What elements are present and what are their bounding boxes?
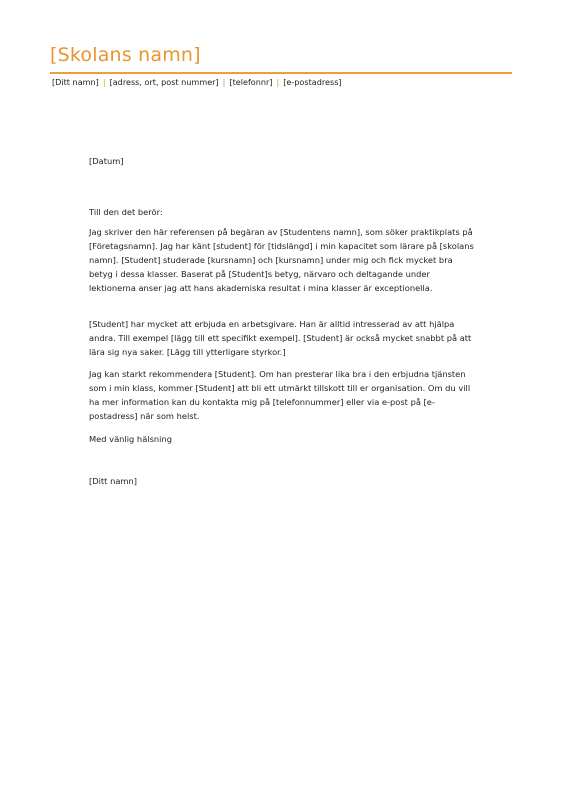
letter-closing: Med vänlig hälsning [89, 434, 172, 444]
contact-name: [Ditt namn] [52, 77, 99, 87]
contact-email: [e-postadress] [283, 77, 342, 87]
paragraph-text: Jag skriver den här referensen på begäran av [Studentens namn], som söker praktikplats på [Företagsnamn]. Jag har känt [student] för [tidslängd] i min kapacitet som lärare på [skolans namn]. [Student] studerade [kursnamn] och [kursnamn] under mig och fick mycket bra betyg i dessa klasser. Baserat på [Student]s betyg, närvaro och deltagande under lektionerna anser jag att hans akademiska resultat i mina klasser är exceptionella. [89, 227, 474, 293]
school-name-heading: [Skolans namn] [50, 44, 201, 66]
contact-separator: | [102, 77, 106, 87]
contact-separator: | [276, 77, 280, 87]
paragraph-text: Jag kan starkt rekommendera [Student]. Om han presterar lika bra i den erbjudna tjänsten som i min klass, kommer [Student] att bli ett utmärkt tillskott till er organisation. Om du vill ha mer information kan du kontakta mig på [telefonnummer] eller via e-post på [e-postadress] när som helst. [89, 369, 471, 421]
paragraph-text: [Student] har mycket att erbjuda en arbetsgivare. Han är alltid intresserad av att hjälpa andra. Till exempel [lägg till ett specifikt exempel]. [Student] är också mycket snabbt på att lära sig nya saker. [Lägg till ytterligare styrkor.] [89, 319, 472, 357]
contact-phone: [telefonnr] [229, 77, 273, 87]
letter-greeting: Till den det berör: [89, 207, 163, 217]
letter-paragraph-1 [89, 225, 479, 295]
header-rule [50, 72, 512, 74]
contact-address: [adress, ort, post nummer] [109, 77, 219, 87]
contact-line [52, 77, 342, 87]
letter-signature: [Ditt namn] [89, 476, 137, 486]
letter-date: [Datum] [89, 156, 124, 166]
letter-paragraph-2 [89, 317, 479, 359]
letter-paragraph-3 [89, 367, 479, 423]
contact-separator: | [222, 77, 226, 87]
